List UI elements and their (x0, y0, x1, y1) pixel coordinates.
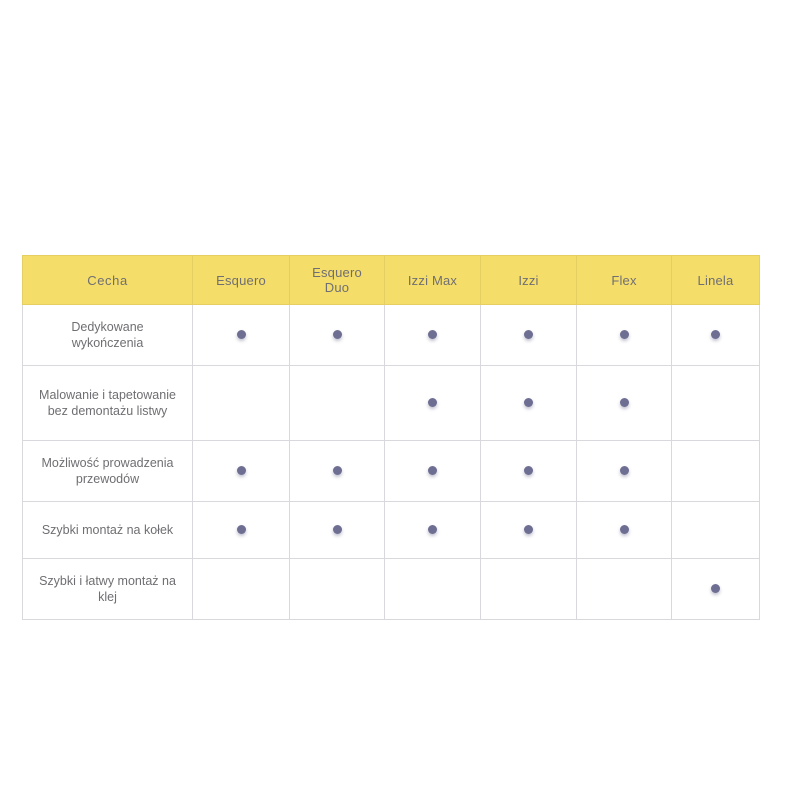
dot-icon (237, 330, 246, 339)
dot-icon (333, 330, 342, 339)
mark-cell (290, 559, 385, 620)
dot-icon (524, 466, 533, 475)
mark-cell (385, 305, 481, 366)
feature-label: Dedykowane wykończenia (23, 305, 193, 366)
column-header-izzi: Izzi (481, 256, 577, 305)
dot-icon (428, 525, 437, 534)
column-header-izzi-max: Izzi Max (385, 256, 481, 305)
mark-cell (193, 366, 290, 441)
mark-cell (672, 502, 760, 559)
mark-cell (672, 559, 760, 620)
mark-cell (385, 366, 481, 441)
dot-icon (428, 466, 437, 475)
dot-icon (428, 398, 437, 407)
column-header-esquero-duo-line1: Esquero (312, 265, 362, 280)
mark-cell (577, 305, 672, 366)
table-header-row (23, 256, 760, 305)
dot-icon (620, 330, 629, 339)
column-header-esquero-duo-line2: Duo (324, 280, 350, 295)
dot-icon (524, 330, 533, 339)
mark-cell (481, 305, 577, 366)
dot-icon (333, 466, 342, 475)
mark-cell (481, 502, 577, 559)
column-header-esquero-duo (290, 256, 385, 305)
table-row (23, 366, 760, 441)
table-row (23, 502, 760, 559)
mark-cell (672, 366, 760, 441)
mark-cell (385, 559, 481, 620)
table-header (23, 256, 760, 305)
mark-cell (481, 441, 577, 502)
mark-cell (193, 502, 290, 559)
mark-cell (193, 305, 290, 366)
dot-icon (620, 398, 629, 407)
mark-cell (385, 502, 481, 559)
mark-cell (193, 559, 290, 620)
dot-icon (711, 330, 720, 339)
mark-cell (577, 441, 672, 502)
feature-label: Szybki montaż na kołek (23, 502, 193, 559)
mark-cell (290, 366, 385, 441)
dot-icon (428, 330, 437, 339)
feature-label: Szybki i łatwy montaż na klej (23, 559, 193, 620)
mark-cell (672, 305, 760, 366)
mark-cell (290, 305, 385, 366)
table-row (23, 441, 760, 502)
table-row (23, 305, 760, 366)
mark-cell (290, 441, 385, 502)
table-body (23, 305, 760, 620)
column-header-flex: Flex (577, 256, 672, 305)
dot-icon (620, 525, 629, 534)
mark-cell (481, 559, 577, 620)
dot-icon (711, 584, 720, 593)
table-row (23, 559, 760, 620)
dot-icon (620, 466, 629, 475)
feature-label: Malowanie i tapetowanie bez demontażu listwy (23, 366, 193, 441)
feature-comparison-table (22, 255, 760, 620)
dot-icon (333, 525, 342, 534)
mark-cell (481, 366, 577, 441)
feature-label: Możliwość prowadzenia przewodów (23, 441, 193, 502)
mark-cell (193, 441, 290, 502)
column-header-esquero: Esquero (193, 256, 290, 305)
column-header-linela: Linela (672, 256, 760, 305)
mark-cell (290, 502, 385, 559)
mark-cell (577, 502, 672, 559)
dot-icon (237, 466, 246, 475)
mark-cell (385, 441, 481, 502)
mark-cell (672, 441, 760, 502)
mark-cell (577, 559, 672, 620)
dot-icon (524, 398, 533, 407)
dot-icon (237, 525, 246, 534)
comparison-table-container (22, 255, 760, 620)
column-header-cecha: Cecha (23, 256, 193, 305)
dot-icon (524, 525, 533, 534)
mark-cell (577, 366, 672, 441)
